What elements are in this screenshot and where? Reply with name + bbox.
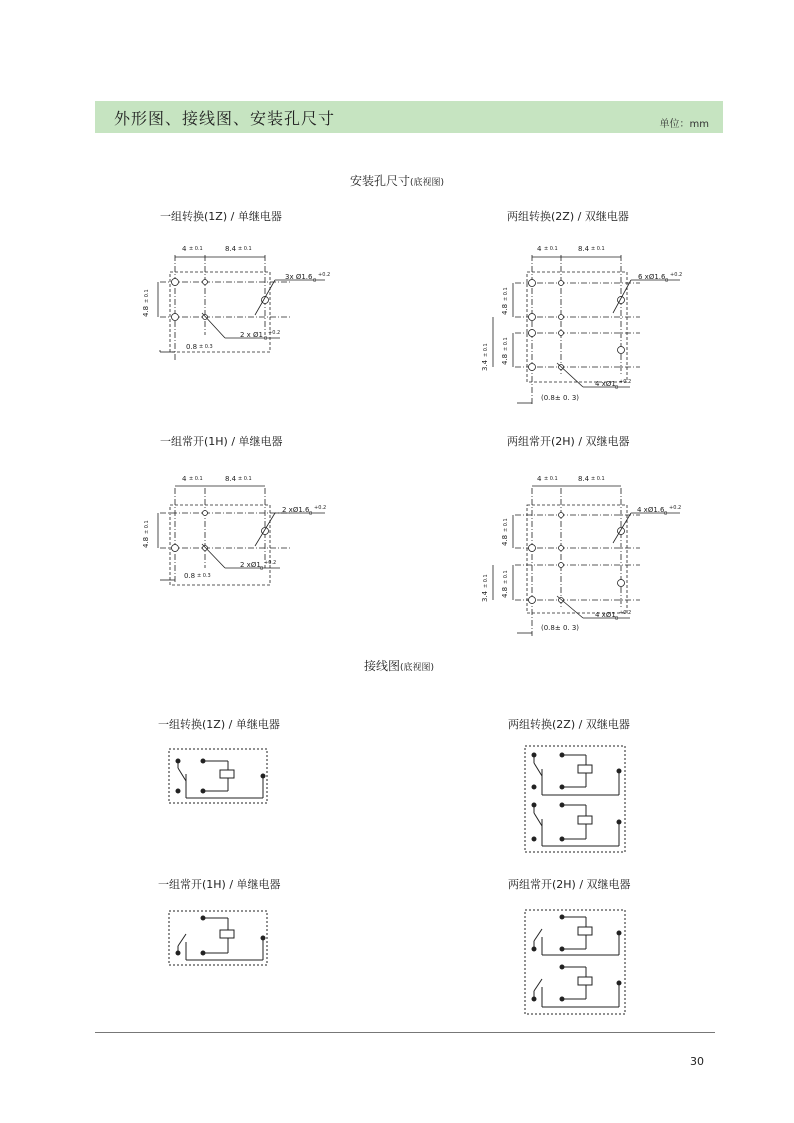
svg-text:0: 0 [665,278,669,284]
svg-text:4.8: 4.8 [501,303,509,315]
svg-text:2 xØ1.6: 2 xØ1.6 [282,506,310,514]
hole-small-tol: +0.2 [268,330,281,336]
svg-text:± 0.1: ± 0.1 [503,337,509,351]
wiring-diagram-2z [524,745,626,853]
dim-pitch-a: 4 [182,245,187,253]
svg-text:+0.2: +0.2 [669,505,682,511]
svg-text:(0.8± 0. 3): (0.8± 0. 3) [541,394,580,402]
page-number: 30 [690,1055,704,1068]
svg-text:0: 0 [664,511,668,517]
svg-text:+0.2: +0.2 [670,272,683,278]
svg-text:+0.2: +0.2 [314,505,327,511]
offset-tol: ± 0.3 [199,344,213,350]
svg-text:± 0.3: ± 0.3 [197,573,211,579]
section-header [95,101,723,133]
dim-pitch-a-tol: ± 0.1 [189,246,203,252]
svg-text:4.8: 4.8 [501,586,509,598]
dim-pitch-b: 8.4 [225,245,237,253]
hole-large-tol: +0.2 [318,272,331,278]
svg-text:± 0.1: ± 0.1 [189,476,203,482]
wiring-diagram-2h [524,909,626,1015]
svg-text:± 0.1: ± 0.1 [238,476,252,482]
dim-pitch-b-tol: ± 0.1 [238,246,252,252]
svg-text:± 0.1: ± 0.1 [503,287,509,301]
mounting-diagram-2h [475,468,705,638]
unit-label: 单位：mm [659,119,709,130]
svg-text:± 0.1: ± 0.1 [503,570,509,584]
svg-text:0: 0 [264,336,268,342]
mounting-diagram-1z [130,235,370,365]
svg-text:4 xØ1: 4 xØ1 [595,380,616,388]
svg-text:4 xØ1.6: 4 xØ1.6 [637,506,665,514]
svg-text:± 0.1: ± 0.1 [544,476,558,482]
svg-text:± 0.1: ± 0.1 [503,518,509,532]
svg-text:8.4: 8.4 [225,475,237,483]
svg-text:3.4: 3.4 [481,359,489,371]
dim-row-tol: ± 0.1 [144,289,150,303]
svg-text:4: 4 [537,245,542,253]
wiring-caption-1h: 一组常开(1H) / 单继电器 [158,878,281,891]
svg-text:0: 0 [260,566,264,572]
svg-text:± 0.1: ± 0.1 [591,476,605,482]
svg-text:± 0.1: ± 0.1 [483,574,489,588]
svg-text:± 0.1: ± 0.1 [544,246,558,252]
svg-text:3.4: 3.4 [481,590,489,602]
svg-text:8.4: 8.4 [578,245,590,253]
hole-small-label: 2 x Ø1 [240,331,264,339]
mounting-caption-2z: 两组转换(2Z) / 双继电器 [507,210,629,223]
svg-text:± 0.1: ± 0.1 [144,520,150,534]
svg-text:8.4: 8.4 [578,475,590,483]
svg-text:+0.2: +0.2 [619,379,632,385]
svg-text:0: 0 [615,616,619,622]
mounting-caption-1h: 一组常开(1H) / 单继电器 [160,435,283,448]
svg-text:± 0.1: ± 0.1 [483,343,489,357]
wiring-diagram-1z [168,748,268,804]
dim-row-pitch: 4.8 [142,305,150,317]
wiring-caption-1z: 一组转换(1Z) / 单继电器 [158,718,280,731]
wiring-caption-2h: 两组常开(2H) / 双继电器 [508,878,631,891]
wiring-section-title: 接线图(底视图) [364,659,435,673]
svg-text:4 xØ1: 4 xØ1 [595,611,616,619]
svg-text:4: 4 [537,475,542,483]
svg-text:6 xØ1.6: 6 xØ1.6 [638,273,666,281]
svg-text:4: 4 [182,475,187,483]
svg-text:0: 0 [313,278,317,284]
wiring-caption-2z: 两组转换(2Z) / 双继电器 [508,718,630,731]
hole-large-label: 3x Ø1.6 [285,273,313,281]
svg-text:4.8: 4.8 [501,534,509,546]
page-title: 外形图、接线图、安装孔尺寸 [114,109,336,128]
wiring-diagram-1h [168,910,268,966]
svg-text:0: 0 [309,511,313,517]
svg-text:± 0.1: ± 0.1 [591,246,605,252]
svg-text:2 xØ1: 2 xØ1 [240,561,261,569]
offset-label: 0.8 [186,343,198,351]
svg-text:4.8: 4.8 [142,536,150,548]
svg-text:4.8: 4.8 [501,353,509,365]
svg-text:0.8: 0.8 [184,572,196,580]
mounting-diagram-2z [475,235,705,410]
mounting-caption-2h: 两组常开(2H) / 双继电器 [507,435,630,448]
svg-text:+0.2: +0.2 [264,560,277,566]
svg-text:0: 0 [615,385,619,391]
svg-text:+0.2: +0.2 [619,610,632,616]
mounting-caption-1z: 一组转换(1Z) / 单继电器 [160,210,282,223]
mounting-diagram-1h [130,468,370,598]
footer-divider [95,1032,715,1033]
svg-text:(0.8± 0. 3): (0.8± 0. 3) [541,624,580,632]
mounting-section-title: 安装孔尺寸(底视图) [350,174,445,188]
